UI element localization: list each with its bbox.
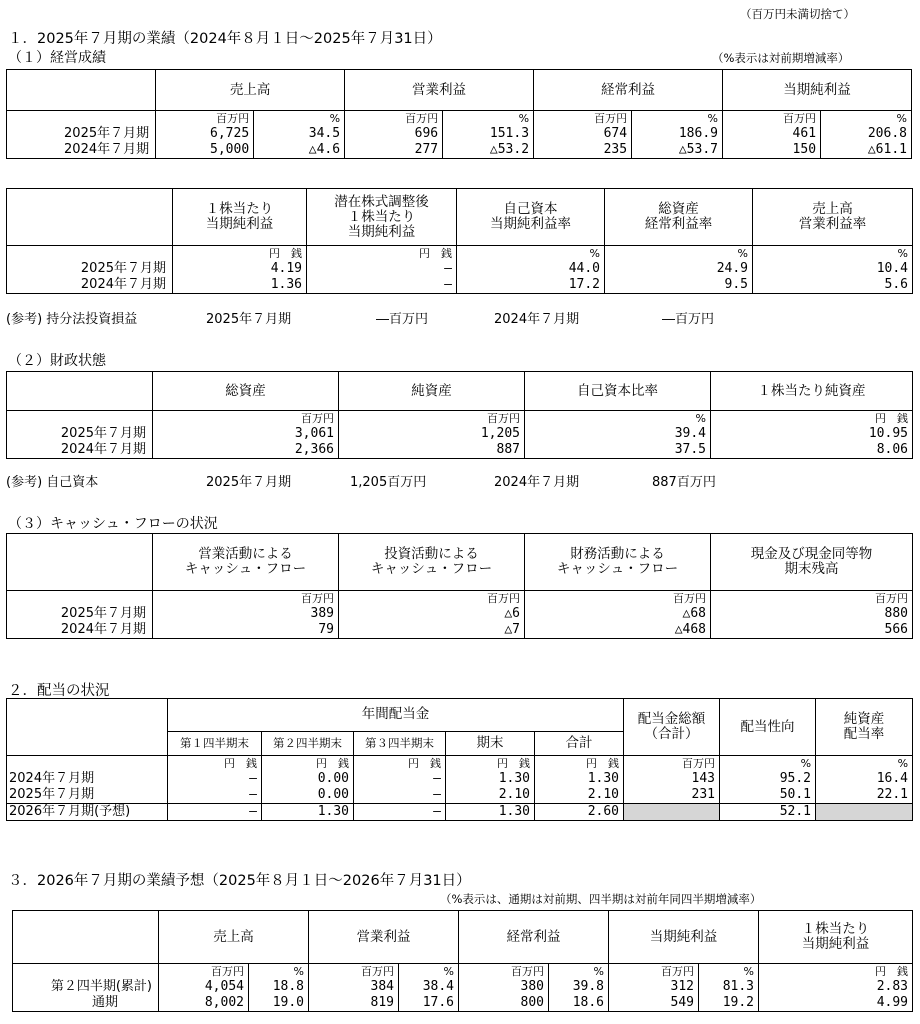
- header-eps: １株当たり 当期純利益: [173, 189, 307, 246]
- value-cell: 1,205: [339, 426, 525, 442]
- value-cell: △53.2: [443, 142, 534, 159]
- value-cell: 312: [609, 979, 699, 995]
- value-cell: △6: [339, 606, 525, 622]
- unit-cell: %: [821, 111, 912, 127]
- value-cell: 17.2: [457, 277, 605, 294]
- unit-cell: %: [699, 964, 759, 980]
- header-year-end: 期末: [446, 731, 535, 755]
- value-cell: 5,000: [156, 142, 254, 159]
- row-label: 2025年７月期: [7, 606, 153, 622]
- header-blank: [7, 70, 156, 111]
- value-cell: ―: [354, 804, 446, 821]
- value-cell: 50.1: [720, 787, 816, 804]
- dividends-table: [6, 698, 913, 821]
- value-cell: △4.6: [254, 142, 345, 159]
- unit-cell: 百万円: [153, 411, 339, 427]
- unit-cell: %: [254, 111, 345, 127]
- unit-cell: %: [753, 246, 913, 262]
- shaded-cell: [816, 804, 913, 821]
- header-operating-margin: 売上高 営業利益率: [753, 189, 913, 246]
- header-roa: 総資産 経常利益率: [605, 189, 753, 246]
- value-cell: 39.8: [549, 979, 609, 995]
- operating-results-title: （１）経営成績: [8, 50, 106, 66]
- unit-cell: 百万円: [339, 591, 525, 607]
- unit-cell: 百万円: [339, 411, 525, 427]
- value-cell: 2.10: [446, 787, 535, 804]
- unit-cell: 円 銭: [262, 756, 354, 772]
- value-cell: 549: [609, 995, 699, 1012]
- value-cell: 819: [309, 995, 399, 1012]
- unit-cell: 円 銭: [446, 756, 535, 772]
- row-label: 2024年７月期: [7, 771, 168, 787]
- header-operating-cf: 営業活動による キャッシュ・フロー: [153, 534, 339, 591]
- unit-cell: %: [816, 756, 913, 772]
- unit-cell: 百万円: [345, 111, 443, 127]
- unit-cell: 百万円: [722, 111, 820, 127]
- value-cell: △68: [525, 606, 711, 622]
- header-roe: 自己資本 当期純利益率: [457, 189, 605, 246]
- dividends-title: ２．配当の状況: [8, 683, 110, 699]
- header-financing-cf: 財務活動による キャッシュ・フロー: [525, 534, 711, 591]
- value-cell: 19.2: [699, 995, 759, 1012]
- value-cell: ―: [354, 787, 446, 804]
- header-bps: １株当たり純資産: [711, 372, 913, 411]
- cash-flow-title: （３）キャッシュ・フローの状況: [8, 516, 218, 532]
- value-cell: 186.9: [632, 126, 723, 142]
- cash-flow-table: [6, 533, 913, 639]
- value-cell: 384: [309, 979, 399, 995]
- units-note: （百万円未満切捨て）: [740, 7, 855, 21]
- per-share-table: [6, 188, 913, 294]
- row-label: 2024年７月期: [7, 277, 173, 294]
- header-total-dividend: 配当金総額 （合計）: [624, 699, 720, 756]
- row-label: 2024年７月期: [7, 142, 156, 159]
- value-cell: 19.0: [249, 995, 309, 1012]
- unit-cell: %: [457, 246, 605, 262]
- forecast-title: ３．2026年７月期の業績予想（2025年８月１日～2026年７月31日）: [8, 873, 471, 889]
- value-cell: 674: [534, 126, 632, 142]
- operating-results-table: [6, 69, 912, 159]
- unit-cell: 円 銭: [173, 246, 307, 262]
- shaded-cell: [624, 804, 720, 821]
- value-cell: 2.60: [535, 804, 624, 821]
- unit-cell: 円 銭: [307, 246, 457, 262]
- row-label: 2026年７月期(予想): [7, 804, 168, 821]
- value-cell: ―: [307, 277, 457, 294]
- row-label: 2024年７月期: [7, 442, 153, 459]
- unit-cell: 円 銭: [168, 756, 262, 772]
- value-cell: ―: [168, 804, 262, 821]
- row-label: 2024年７月期: [7, 622, 153, 639]
- value-cell: 10.4: [753, 261, 913, 277]
- header-total-assets: 総資産: [153, 372, 339, 411]
- value-cell: 8,002: [159, 995, 249, 1012]
- value-cell: 696: [345, 126, 443, 142]
- unit-cell: 百万円: [624, 756, 720, 772]
- percent-note: （%表示は対前期増減率）: [712, 51, 850, 65]
- value-cell: 6,725: [156, 126, 254, 142]
- unit-cell: %: [549, 964, 609, 980]
- header-ordinary-income: 経常利益: [534, 70, 723, 111]
- unit-cell: %: [443, 111, 534, 127]
- header-investing-cf: 投資活動による キャッシュ・フロー: [339, 534, 525, 591]
- unit-cell: 円 銭: [711, 411, 913, 427]
- value-cell: 880: [711, 606, 913, 622]
- value-cell: 34.5: [254, 126, 345, 142]
- value-cell: 143: [624, 771, 720, 787]
- value-cell: 9.5: [605, 277, 753, 294]
- unit-cell: 円 銭: [354, 756, 446, 772]
- value-cell: 231: [624, 787, 720, 804]
- value-cell: 24.9: [605, 261, 753, 277]
- ref-period: 2024年７月期: [494, 475, 580, 490]
- value-cell: 1.30: [535, 771, 624, 787]
- header-net-assets: 純資産: [339, 372, 525, 411]
- value-cell: 4.99: [759, 995, 913, 1012]
- unit-cell: 百万円: [534, 111, 632, 127]
- value-cell: 17.6: [399, 995, 459, 1012]
- value-cell: 380: [459, 979, 549, 995]
- row-label: 第２四半期(累計): [13, 979, 159, 995]
- row-label: 2025年７月期: [7, 787, 168, 804]
- value-cell: 4,054: [159, 979, 249, 995]
- ref-period: 2025年７月期: [206, 312, 292, 327]
- value-cell: ―: [168, 771, 262, 787]
- value-cell: ―: [168, 787, 262, 804]
- row-label: 2025年７月期: [7, 426, 153, 442]
- ref-period: 2025年７月期: [206, 475, 292, 490]
- value-cell: 0.00: [262, 771, 354, 787]
- value-cell: 461: [722, 126, 820, 142]
- value-cell: 566: [711, 622, 913, 639]
- row-label: 2025年７月期: [7, 261, 173, 277]
- equity-note: (参考) 自己資本: [6, 475, 99, 490]
- value-cell: 887: [339, 442, 525, 459]
- value-cell: 800: [459, 995, 549, 1012]
- ref-value: ―百万円: [662, 312, 715, 327]
- value-cell: 3,061: [153, 426, 339, 442]
- header-diluted-eps: 潜在株式調整後 １株当たり 当期純利益: [307, 189, 457, 246]
- value-cell: 0.00: [262, 787, 354, 804]
- financial-position-title: （２）財政状態: [8, 353, 106, 369]
- value-cell: 277: [345, 142, 443, 159]
- value-cell: 18.8: [249, 979, 309, 995]
- value-cell: 150: [722, 142, 820, 159]
- unit-cell: %: [399, 964, 459, 980]
- unit-cell: 百万円: [459, 964, 549, 980]
- value-cell: △7: [339, 622, 525, 639]
- value-cell: 151.3: [443, 126, 534, 142]
- unit-cell: 百万円: [156, 111, 254, 127]
- value-cell: 22.1: [816, 787, 913, 804]
- header-q1: 第１四半期末: [168, 731, 262, 755]
- value-cell: 1.30: [262, 804, 354, 821]
- value-cell: 8.06: [711, 442, 913, 459]
- financial-position-table: [6, 371, 913, 459]
- header-cash-end: 現金及び現金同等物 期末残高: [711, 534, 913, 591]
- unit-cell: 百万円: [609, 964, 699, 980]
- unit-cell: 百万円: [159, 964, 249, 980]
- value-cell: 39.4: [525, 426, 711, 442]
- value-cell: 1.36: [173, 277, 307, 294]
- value-cell: 1.30: [446, 771, 535, 787]
- header-sales: 売上高: [156, 70, 345, 111]
- equity-method-note: (参考) 持分法投資損益: [6, 312, 138, 327]
- unit-cell: 円 銭: [759, 964, 913, 980]
- header-equity-ratio: 自己資本比率: [525, 372, 711, 411]
- value-cell: 206.8: [821, 126, 912, 142]
- header-total: 合計: [535, 731, 624, 755]
- header-ordinary-income: 経常利益: [459, 911, 609, 964]
- unit-cell: 百万円: [711, 591, 913, 607]
- section-1-title: １．2025年７月期の業績（2024年８月１日～2025年７月31日）: [8, 31, 442, 47]
- value-cell: 52.1: [720, 804, 816, 821]
- value-cell: 235: [534, 142, 632, 159]
- value-cell: 44.0: [457, 261, 605, 277]
- unit-cell: 百万円: [309, 964, 399, 980]
- header-net-income: 当期純利益: [609, 911, 759, 964]
- value-cell: △468: [525, 622, 711, 639]
- header-eps: １株当たり 当期純利益: [759, 911, 913, 964]
- unit-cell: %: [720, 756, 816, 772]
- ref-period: 2024年７月期: [494, 312, 580, 327]
- header-annual-dividend: 年間配当金: [168, 699, 624, 732]
- value-cell: 2,366: [153, 442, 339, 459]
- header-operating-income: 営業利益: [345, 70, 534, 111]
- value-cell: 1.30: [446, 804, 535, 821]
- ref-value: 887百万円: [652, 475, 716, 490]
- value-cell: ―: [307, 261, 457, 277]
- unit-cell: %: [249, 964, 309, 980]
- header-payout-ratio: 配当性向: [720, 699, 816, 756]
- header-net-income: 当期純利益: [722, 70, 911, 111]
- header-q3: 第３四半期末: [354, 731, 446, 755]
- forecast-table: [12, 910, 913, 1012]
- row-label: 2025年７月期: [7, 126, 156, 142]
- header-sales: 売上高: [159, 911, 309, 964]
- unit-cell: %: [525, 411, 711, 427]
- value-cell: 37.5: [525, 442, 711, 459]
- value-cell: 95.2: [720, 771, 816, 787]
- value-cell: △53.7: [632, 142, 723, 159]
- ref-value: 1,205百万円: [350, 475, 427, 490]
- unit-cell: 円 銭: [535, 756, 624, 772]
- value-cell: 4.19: [173, 261, 307, 277]
- unit-cell: %: [605, 246, 753, 262]
- unit-cell: %: [632, 111, 723, 127]
- value-cell: △61.1: [821, 142, 912, 159]
- value-cell: 2.10: [535, 787, 624, 804]
- value-cell: 389: [153, 606, 339, 622]
- row-label: 通期: [13, 995, 159, 1012]
- value-cell: 10.95: [711, 426, 913, 442]
- value-cell: ―: [354, 771, 446, 787]
- unit-cell: 百万円: [153, 591, 339, 607]
- value-cell: 2.83: [759, 979, 913, 995]
- unit-cell: 百万円: [525, 591, 711, 607]
- header-operating-income: 営業利益: [309, 911, 459, 964]
- value-cell: 79: [153, 622, 339, 639]
- ref-value: ―百万円: [376, 312, 429, 327]
- value-cell: 18.6: [549, 995, 609, 1012]
- value-cell: 5.6: [753, 277, 913, 294]
- header-q2: 第２四半期末: [262, 731, 354, 755]
- header-doe: 純資産 配当率: [816, 699, 913, 756]
- value-cell: 38.4: [399, 979, 459, 995]
- forecast-percent-note: （%表示は、通期は対前期、四半期は対前年同四半期増減率）: [440, 892, 762, 906]
- value-cell: 81.3: [699, 979, 759, 995]
- value-cell: 16.4: [816, 771, 913, 787]
